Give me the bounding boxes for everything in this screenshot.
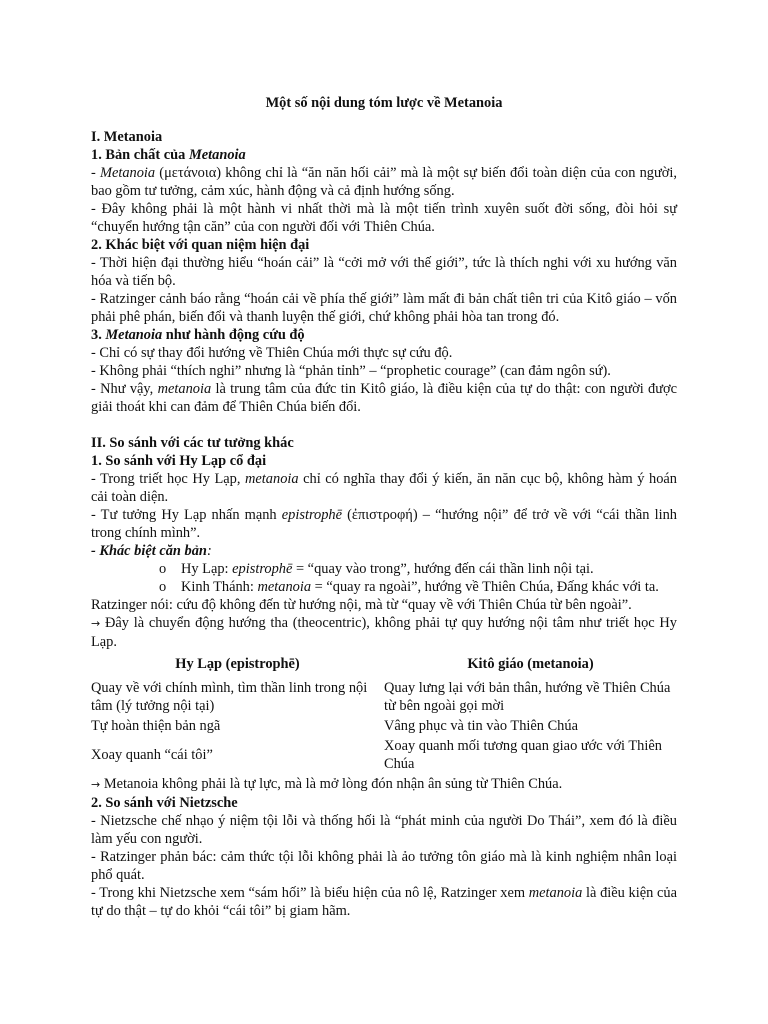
paragraph: - Nietzsche chế nhạo ý niệm tội lỗi và thống hối là “phát minh của người Do Thái”, xem đó là điều làm yếu con người. <box>91 813 677 847</box>
subsection-heading-emphasis: Metanoia <box>188 147 246 163</box>
table-header-cell: Hy Lạp (epistrophē) <box>175 656 300 672</box>
emphasis: metanoia <box>528 885 583 901</box>
paragraph-text: là trung tâm của đức tin Kitô giáo, là điều kiện của tự do thật: con người được giải thoát khi can đảm để Thiên Chúa biến đổi. <box>91 381 678 415</box>
subsection-heading-text: 3. <box>91 327 106 343</box>
bullet-marker: o <box>159 579 167 595</box>
emphasis: metanoia <box>245 471 299 487</box>
document-title: Một số nội dung tóm lược về Metanoia <box>265 95 503 111</box>
paragraph-text: là điều kiện của tự do thật – tự do khỏi “cái tôi” bị giam hãm. <box>91 885 677 919</box>
paragraph <box>91 775 677 794</box>
table-row <box>91 736 677 774</box>
paragraph-text: Đây là chuyển động hướng tha (theocentric), không phải tự quy hướng nội tâm như triết học Hy Lạp. <box>91 615 677 650</box>
list-item-text: = “quay vào trong”, hướng đến cái thần linh nội tại. <box>292 561 594 577</box>
subsection-heading-nietzsche: 2. So sánh với Nietzsche <box>91 795 238 811</box>
subsection-heading-text: như hành động cứu độ <box>162 327 305 343</box>
arrow-right-icon: → <box>91 617 101 630</box>
subsection-heading-emphasis: Metanoia <box>105 327 163 343</box>
emphasis: epistrophē <box>281 507 342 523</box>
paragraph: - Không phải “thích nghi” nhưng là “phản tỉnh” – “prophetic courage” (can đảm ngôn sứ). <box>91 363 611 379</box>
difference-label-text: - Khác biệt căn bản <box>91 543 207 559</box>
paragraph-text: chỉ có nghĩa thay đổi ý kiến, ăn năn cục bộ, không hàm ý hoán cải toàn diện. <box>91 471 677 505</box>
difference-label <box>91 542 677 560</box>
table-cell: Quay lưng lại với bản thân, hướng về Thiên Chúa từ bên ngoài gọi mời <box>384 680 671 714</box>
paragraph-text: Metanoia không phải là tự lực, mà là mở lòng đón nhận ân sủng từ Thiên Chúa. <box>100 776 563 792</box>
paragraph: - Thời hiện đại thường hiểu “hoán cải” là “cởi mở với thế giới”, tức là thích nghi với xu hướng văn hóa và tiến bộ. <box>91 255 677 289</box>
table-row <box>91 678 677 716</box>
paragraph <box>91 506 677 542</box>
subsection-heading-salvation <box>91 326 677 344</box>
subsection-heading-modern: 2. Khác biệt với quan niệm hiện đại <box>91 237 310 253</box>
emphasis: epistrophē <box>232 561 293 577</box>
table-cell: Vâng phục và tin vào Thiên Chúa <box>384 718 578 734</box>
subsection-heading-greek: 1. So sánh với Hy Lạp cổ đại <box>91 453 267 469</box>
paragraph: - Ratzinger cảnh báo rằng “hoán cải về phía thế giới” làm mất đi bản chất tiên tri của Kitô giáo – vốn phải phê phán, biến đổi và thanh luyện thế giới, chứ không phải hòa tan trong đó. <box>91 291 677 325</box>
paragraph <box>91 884 677 920</box>
table-header-cell: Kitô giáo (metanoia) <box>467 656 594 672</box>
difference-label-colon: : <box>206 543 212 559</box>
emphasis: Metanoia <box>99 165 156 181</box>
paragraph-text: - Trong khi Nietzsche xem “sám hối” là biểu hiện của nô lệ, Ratzinger xem <box>91 885 529 901</box>
table-cell: Tự hoàn thiện bản ngã <box>91 718 221 734</box>
spacer <box>91 416 677 434</box>
subsection-heading-text: 1. Bản chất của <box>91 147 189 163</box>
paragraph <box>91 164 677 200</box>
table-cell: Xoay quanh “cái tôi” <box>91 747 213 763</box>
table-cell: Xoay quanh mối tương quan giao ước với Thiên Chúa <box>384 738 662 772</box>
paragraph: - Đây không phải là một hành vi nhất thời mà là một tiến trình xuyên suốt đời sống, đòi hỏi sự “chuyển hướng tận căn” của con người đối với Thiên Chúa. <box>91 201 677 235</box>
comparison-table <box>91 652 677 774</box>
paragraph <box>91 614 677 651</box>
dash: - <box>91 165 100 181</box>
list-item <box>91 560 677 578</box>
list-item-text: Hy Lạp: <box>181 561 233 577</box>
paragraph: - Chỉ có sự thay đổi hướng về Thiên Chúa mới thực sự cứu độ. <box>91 345 453 361</box>
paragraph <box>91 380 677 416</box>
paragraph-text: - Như vậy, <box>91 381 158 397</box>
subsection-heading-nature <box>91 146 677 164</box>
paragraph-text: - Tư tưởng Hy Lạp nhấn mạnh <box>91 507 282 523</box>
paragraph: Ratzinger nói: cứu độ không đến từ hướng nội, mà từ “quay về với Thiên Chúa từ bên ngoài”. <box>91 597 632 613</box>
paragraph-text: (ἐπιστροφή) – “hướng nội” để trở về với “cái thần linh trong chính mình”. <box>91 507 677 541</box>
list-item-text: = “quay ra ngoài”, hướng về Thiên Chúa, Đấng khác với ta. <box>311 579 659 595</box>
arrow-right-icon: → <box>91 778 101 791</box>
table-cell: Quay về với chính mình, tìm thần linh trong nội tâm (lý tưởng nội tại) <box>91 680 368 714</box>
paragraph: - Ratzinger phản bác: cảm thức tội lỗi không phải là ảo tưởng tôn giáo mà là kinh nghiệm nhân loại phổ quát. <box>91 849 677 883</box>
table-header-row <box>91 652 677 678</box>
paragraph <box>91 470 677 506</box>
emphasis: metanoia <box>257 579 312 595</box>
list-item <box>91 578 677 596</box>
section-heading-metanoia: I. Metanoia <box>91 129 163 145</box>
paragraph-text: (μετάνοια) không chỉ là “ăn năn hối cải” mà là một sự biến đổi toàn diện của con người, bao gồm tư tưởng, cảm xúc, hành động và cả định hướng sống. <box>91 165 677 199</box>
difference-list <box>91 560 677 596</box>
table-row <box>91 716 677 736</box>
list-item-text: Kinh Thánh: <box>181 579 258 595</box>
section-heading-comparison: II. So sánh với các tư tưởng khác <box>91 435 294 451</box>
paragraph-text: - Trong triết học Hy Lạp, <box>91 471 246 487</box>
bullet-marker: o <box>159 561 167 577</box>
emphasis: metanoia <box>157 381 212 397</box>
